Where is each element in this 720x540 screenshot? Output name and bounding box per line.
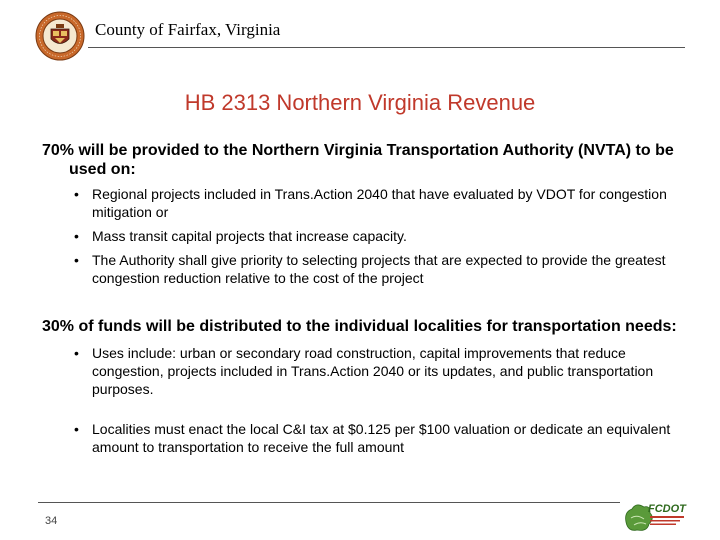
fcdot-logo bbox=[622, 496, 688, 536]
bullet-item: • Localities must enact the local C&I tax at $0.125 per $100 valuation or dedicate an equivalent amount to transportation to receive the full amount bbox=[42, 420, 682, 456]
slide-title bbox=[0, 90, 720, 116]
header-divider bbox=[88, 47, 685, 48]
section-heading: 70% will be provided to the Northern Virginia Transportation Authority (NVTA) to be used on: bbox=[42, 142, 674, 178]
page-number: 34 bbox=[45, 515, 58, 527]
bullet-item: • Regional projects included in Trans.Action 2040 that have evaluated by VDOT for congestion mitigation or bbox=[42, 185, 682, 221]
footer-divider bbox=[38, 502, 620, 503]
bullet-list bbox=[42, 185, 682, 287]
bullet-item: • Uses include: urban or secondary road construction, capital improvements that reduce congestion, projects included in Trans.Action 2040 or its updates, and public transportation purposes. bbox=[42, 344, 682, 398]
county-seal-logo bbox=[35, 11, 85, 61]
svg-text:FCDOT: FCDOT bbox=[648, 503, 686, 515]
county-name: County of Fairfax, Virginia bbox=[95, 20, 281, 39]
bullet-item: • Mass transit capital projects that increase capacity. bbox=[42, 227, 682, 245]
bullet-item: • The Authority shall give priority to selecting projects that are expected to provide the greatest congestion reduction relative to the cost of the project bbox=[42, 251, 682, 287]
section-nvta bbox=[42, 141, 682, 293]
section-localities bbox=[42, 317, 682, 478]
section-heading: 30% of funds will be distributed to the individual localities for transportation needs: bbox=[42, 318, 677, 335]
bullet-list bbox=[42, 344, 682, 456]
slide-title-text: HB 2313 Northern Virginia Revenue bbox=[184, 90, 536, 115]
